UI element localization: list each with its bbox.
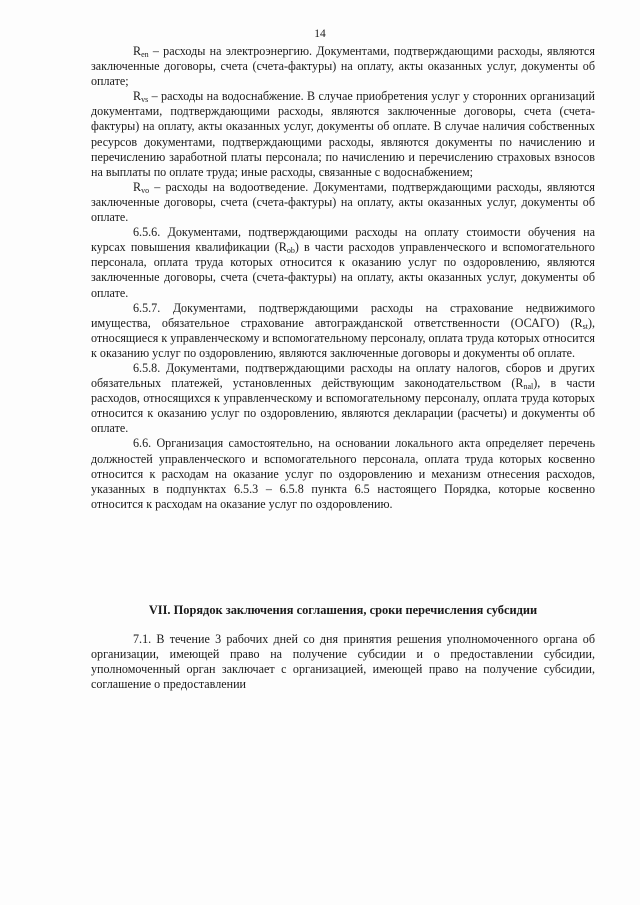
paragraph-p-6-5-7: [91, 301, 595, 361]
paragraph-sub: vs: [141, 95, 149, 105]
paragraph-symbol: R: [133, 179, 142, 194]
paragraph-p-7-1: [91, 632, 595, 692]
paragraph-text: – расходы на водоотведение. Документами, подтверждающими расходы, являются заключенные договоры, счета (счета-фактуры) на оплату, акты оказанных услуг, документы об оплате.: [91, 179, 595, 225]
paragraph-text: – расходы на водоснабжение. В случае приобретения услуг у сторонних организаций документами, подтверждающими расходы, являются заключенные договоры, счета (счета-фактуры) на оплату, акты оказанных услуг, документы об оплате. В случае наличия собственных ресурсов документами, подтверждающими расходы, являются документы по начислению и перечислению заработной платы персонала; по начислению и перечислению страховых взносов на выплаты по оплате труда; иные расходы, связанные с водоснабжением;: [91, 89, 595, 179]
paragraph-symbol: R: [133, 44, 142, 58]
document-body-lower: [91, 632, 595, 692]
paragraph-text_only: 7.1. В течение 3 рабочих дней со дня принятия решения уполномоченного органа об организации, имеющей право на получение субсидии и о предоставлении субсидии, уполномоченный орган заключает с организацией, имеющей право на получение субсидии, соглашение о предоставлении: [91, 632, 595, 692]
paragraph-p-6-5-6: [91, 225, 595, 300]
paragraph-before: 6.5.8. Документами, подтверждающими расходы на оплату налогов, сборов и других обязательных платежей, установленных действующим законодательством (R: [91, 360, 595, 391]
paragraph-sub: en: [141, 50, 149, 59]
paragraph-after: ) в части расходов управленческого и вспомогательного персонала, оплата труда которых относится к оказанию услуг по оздоровлению, являются заключенные договоры, счета (счета-фактуры) на оплату, акты оказанных услуг, документы об оплате.: [91, 240, 595, 300]
section-heading: VII. Порядок заключения соглашения, сроки перечисления субсидии: [148, 603, 538, 617]
paragraph-r-vs: [91, 89, 595, 180]
paragraph-r-vo: [91, 180, 595, 225]
paragraph-text_only: 6.6. Организация самостоятельно, на основании локального акта определяет перечень должностей управленческого и вспомогательного персонала, оплата труда которых косвенно относится к расходам на оказание услуг по оздоровлению и механизм отнесения расходов, указанных в подпунктах 6.5.3 – 6.5.8 пункта 6.5 настоящего Порядка, которые косвенно относится к расходам на оказание услуг по оздоровлению.: [91, 436, 595, 511]
document-body-upper: [91, 44, 595, 512]
paragraph-before: 6.5.7. Документами, подтверждающими расходы на страхование недвижимого имущества, обязательное страхование автогражданской ответственности (ОСАГО) (R: [91, 300, 595, 330]
paragraph-sub: st: [582, 321, 588, 331]
paragraph-sub: nal: [523, 382, 534, 392]
paragraph-after: ), в части расходов, относящихся к управленческому и вспомогательному персоналу, оплата труда которых относится к оказанию услуг по оздоровлению, являются декларации (расчеты) и документы об оплате.: [91, 376, 595, 436]
paragraph-p-6-5-8: [91, 361, 595, 436]
paragraph-sub: vo: [141, 185, 150, 195]
paragraph-symbol: R: [133, 89, 142, 104]
paragraph-after: ), относящиеся к управленческому и вспомогательному персоналу, оплата труда которых относится к оказанию услуг по оздоровлению, являются заключенные договоры и документы об оплате.: [91, 315, 595, 360]
paragraph-before: 6.5.6. Документами, подтверждающими расходы на оплату стоимости обучения на курсах повышения квалификации (R: [91, 225, 595, 255]
paragraph-sub: ob: [286, 246, 295, 256]
paragraph-p-6-6: [91, 436, 595, 511]
paragraph-r-en: [91, 44, 595, 89]
page-number: 14: [314, 28, 326, 40]
paragraph-text: – расходы на электроэнергию. Документами, подтверждающими расходы, являются заключенные договоры, счета (счета-фактуры) на оплату, акты оказанных услуг, документы об оплате;: [91, 44, 595, 89]
